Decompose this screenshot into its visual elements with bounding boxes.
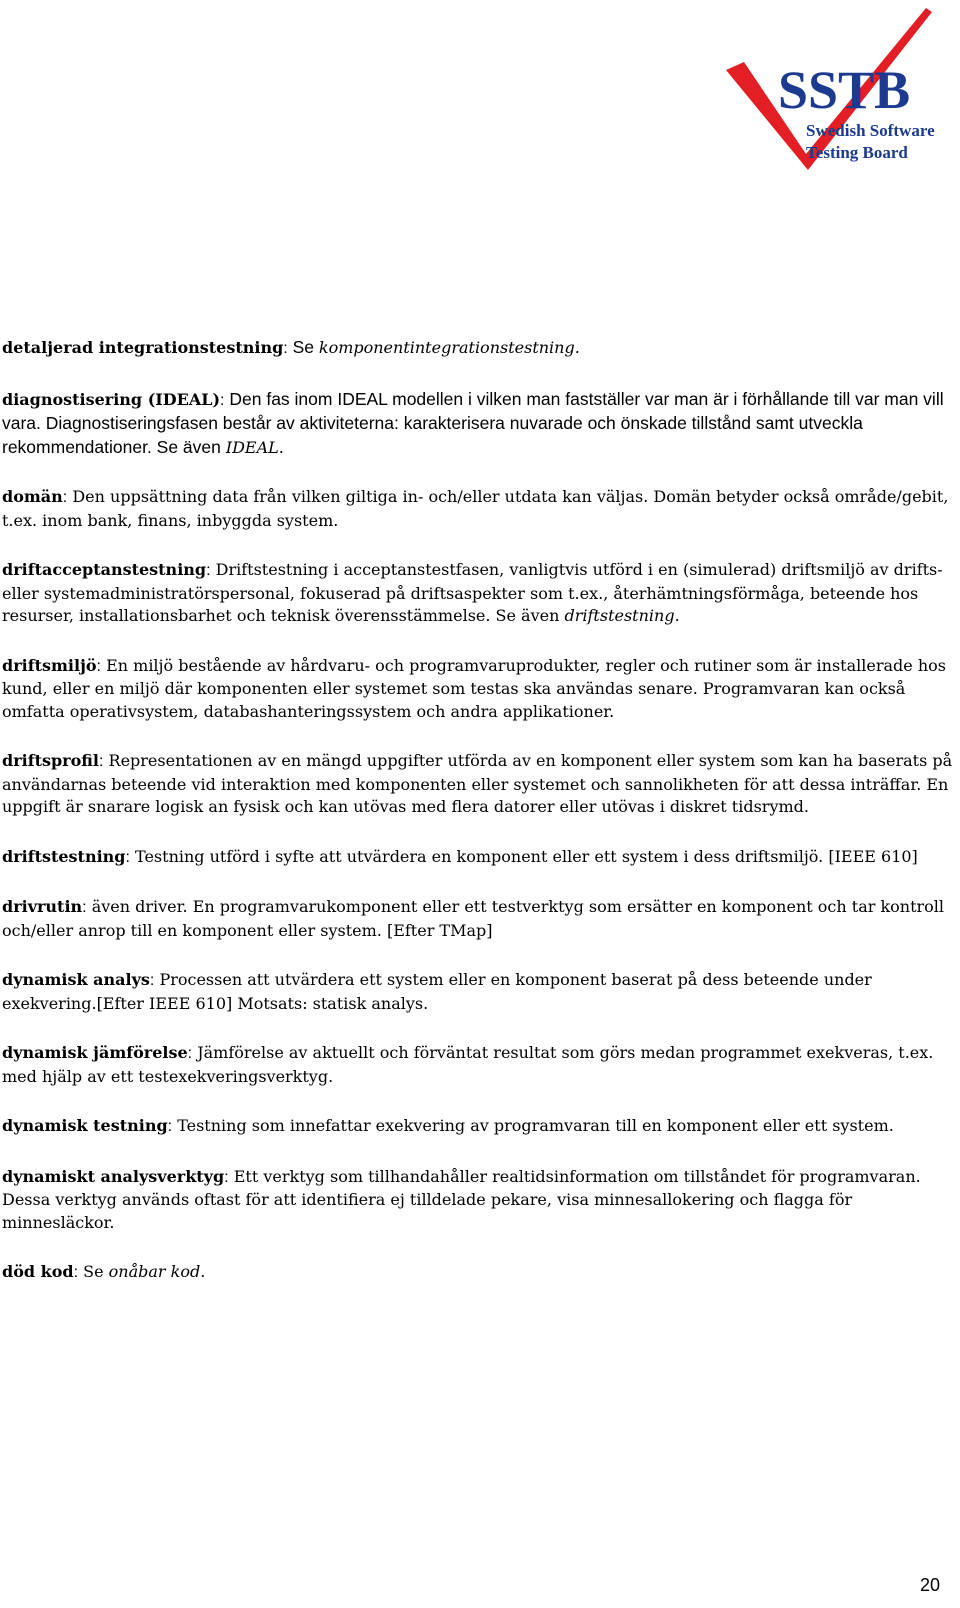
term-separator: :: [224, 1168, 229, 1186]
page-number: 20: [919, 1575, 940, 1595]
glossary-definition: Den uppsättning data från vilken giltiga in- och/eller utdata kan väljas. Domän betyder också område/gebit, t.ex. inom bank, finans, inbyggda system.: [2, 487, 949, 530]
sstb-logo-graphic: [726, 4, 958, 172]
glossary-definition: Testning som innefattar exekvering av programvaran till en komponent eller ett system.: [172, 1116, 894, 1135]
glossary-entry: [2, 1166, 956, 1235]
glossary-entry: [2, 750, 956, 819]
cross-reference: driftstestning.: [564, 606, 680, 625]
glossary-entry: [2, 846, 956, 870]
glossary-entry: [2, 655, 956, 724]
term-separator: :: [98, 753, 104, 770]
glossary-list: [2, 336, 956, 1312]
glossary-term: drivrutin: [2, 897, 83, 916]
term-separator: :: [220, 391, 225, 409]
glossary-definition: Testning utförd i syfte att utvärdera en komponent eller ett system i dess driftsmiljö. [IEEE 610]: [129, 846, 918, 866]
glossary-term: driftsmiljö: [2, 655, 97, 675]
glossary-definition: En miljö bestående av hårdvaru- och programvaruprodukter, regler och rutiner som är installerade hos kund, eller en miljö där komponenten eller systemet som testas ska användas senare. Programvaran kan också omfatta operativsystem, databashanteringssystem och andra applikationer.: [2, 655, 946, 721]
glossary-entry: [2, 336, 956, 361]
term-separator: :: [125, 848, 130, 866]
term-separator: :: [73, 1264, 79, 1281]
glossary-definition: även driver. En programvarukomponent eller ett testverktyg som ersätter en komponent och tar kontroll och/eller anrop till en komponent eller system. [Efter TMap]: [2, 897, 945, 940]
glossary-definition: Se: [287, 337, 319, 357]
glossary-definition: Ett verktyg som tillhandahåller realtidsinformation om tillståndet för programvaran. Dessa verktyg används oftast för att identifiera ej tilldelade pekare, visa minnesallokering och flagga för minnesläckor.: [2, 1166, 921, 1232]
glossary-entry: [2, 1115, 956, 1139]
term-separator: :: [187, 1045, 193, 1062]
logo-tagline-line1: Swedish Software: [806, 121, 935, 140]
glossary-definition: Se: [78, 1262, 109, 1281]
glossary-entry: [2, 1042, 956, 1088]
glossary-term: död kod: [2, 1262, 74, 1281]
sstb-logo: [726, 4, 958, 172]
term-separator: :: [149, 972, 155, 989]
cross-reference: IDEAL.: [225, 437, 284, 457]
term-separator: :: [167, 1118, 173, 1135]
glossary-definition: Den fas inom IDEAL modellen i vilken man fastställer var man är i förhållande till var man vill vara. Diagnostiseringsfasen består av aktiviteterna: karakterisera nuvarade och önskade tillstånd samt utveckla rekommendationer. Se även: [2, 388, 944, 457]
glossary-entry: [2, 388, 956, 460]
glossary-entry: [2, 486, 956, 532]
glossary-entry: [2, 896, 956, 942]
term-separator: :: [206, 562, 211, 579]
glossary-term: dynamisk jämförelse: [2, 1043, 188, 1062]
logo-wordmark: SSTB: [778, 60, 911, 120]
term-separator: :: [96, 657, 101, 675]
term-separator: :: [62, 489, 68, 506]
glossary-term: driftacceptanstestning: [2, 560, 207, 579]
cross-reference: onåbar kod.: [108, 1262, 206, 1281]
term-separator: :: [283, 340, 288, 357]
glossary-term: dynamisk testning: [2, 1116, 168, 1135]
glossary-definition: Driftstestning i acceptanstestfasen, vanligtvis utförd i en (simulerad) driftsmiljö av drifts- eller systemadministratörspersonal, fokuserad på driftsaspekter som t.ex., återhämtningsförmåga, beteende hos resurser, installationsbarhet och teknisk överensstämmelse. Se även: [2, 560, 943, 625]
term-separator: :: [82, 899, 87, 916]
glossary-term: domän: [2, 487, 63, 506]
glossary-definition: Jämförelse av aktuellt och förväntat resultat som görs medan programmet exekveras, t.ex. med hjälp av ett testexekveringsverktyg.: [2, 1043, 934, 1086]
glossary-entry: [2, 1261, 956, 1285]
glossary-term: detaljerad integrationstestning: [2, 338, 284, 357]
glossary-definition: Representationen av en mängd uppgifter utförda av en komponent eller system som kan ha baserats på användarnas beteende vid interaktion med komponenten eller systemet och sannolikheten för att dessa inträffar. En uppgift är snarare logisk an fysisk och kan utövas med flera datorer eller utövas i diskret tidsrymd.: [2, 751, 953, 816]
cross-reference: komponentintegrationstestning.: [318, 338, 580, 357]
glossary-entry: [2, 969, 956, 1015]
glossary-term: driftstestning: [2, 846, 126, 866]
glossary-entry: [2, 559, 956, 628]
glossary-definition: Processen att utvärdera ett system eller en komponent baserat på dess beteende under exekvering.[Efter IEEE 610] Motsats: statisk analys.: [2, 970, 872, 1013]
glossary-term: diagnostisering (IDEAL): [2, 389, 221, 409]
glossary-term: dynamisk analys: [2, 970, 150, 989]
glossary-term: driftsprofil: [2, 751, 99, 770]
logo-tagline-line2: Testing Board: [806, 143, 908, 162]
glossary-term: dynamiskt analysverktyg: [2, 1166, 225, 1186]
